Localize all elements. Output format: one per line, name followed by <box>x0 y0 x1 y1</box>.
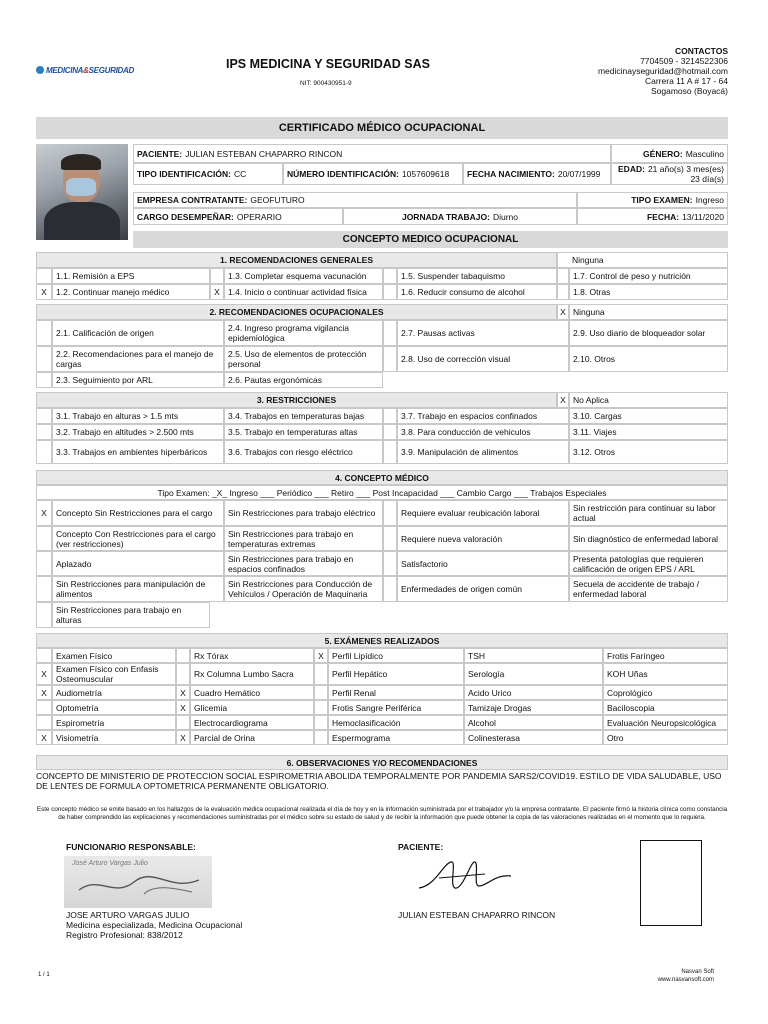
exam-check: X <box>176 685 190 700</box>
sec3-none: No Aplica <box>569 392 728 408</box>
sec4-item-3-2: Sin Restricciones para trabajo en espacios confinados <box>224 551 383 576</box>
sec1-item-1-2: 1.2. Continuar manejo médico <box>52 284 210 300</box>
doctor-signature-scribble <box>74 870 204 900</box>
sec6-title: 6. OBSERVACIONES Y/O RECOMENDACIONES <box>36 755 728 770</box>
sec1-item-1-6: 1.6. Reducir consumo de alcohol <box>397 284 557 300</box>
exam-check: X <box>36 730 52 745</box>
exam-check: X <box>36 663 52 685</box>
disclaimer-text: Este concepto médico se emite basado en los hallazgos de la evaluación médica ocupacional realizada el día de hoy y en la información suministrada por el trabajador y/o la empresa contratante. El paciente firmó la historia clínica como constancia de haber comprendido las explicaciones y recomendaciones suministradas por el médico sobre su estado de salud y de recibir la información que puede obtener la copia de las valoraciones realizadas en el momento que lo requiera. <box>36 806 728 821</box>
sec3-item-3-1: 3.1. Trabajo en alturas > 1.5 mts <box>52 408 224 424</box>
sec4-item-3-1: Aplazado <box>52 551 224 576</box>
sec4-item-1-1: Concepto Sin Restricciones para el cargo <box>52 500 224 526</box>
exam-item: Rx Tórax <box>190 648 314 663</box>
sec3-item-3-2: 3.2. Trabajo en altitudes > 2.500 mts <box>52 424 224 440</box>
sec1-title: 1. RECOMENDACIONES GENERALES <box>36 252 557 268</box>
exam-check <box>36 648 52 663</box>
sec2-item-2-1: 2.1. Calificación de origen <box>52 320 224 346</box>
sec2-item-2-10: 2.10. Otros <box>569 346 728 372</box>
sec1-item-1-8: 1.8. Otras <box>569 284 728 300</box>
sec3-item-3-10: 3.10. Cargas <box>569 408 728 424</box>
exam-item: Rx Columna Lumbo Sacra <box>190 663 314 685</box>
contacts-address: Carrera 11 A # 17 - 64 <box>644 76 728 86</box>
sec2-title: 2. RECOMENDACIONES OCUPACIONALES <box>36 304 557 320</box>
sec3-item-3-7: 3.7. Trabajo en espacios confinados <box>397 408 569 424</box>
exam-item: Optometría <box>52 700 176 715</box>
sec3-none-check: X <box>557 392 569 408</box>
sec4-check-4-3 <box>383 576 397 602</box>
sec2-check-2-3 <box>36 372 52 388</box>
sec3-item-3-12: 3.12. Otros <box>569 440 728 464</box>
fingerprint-box <box>640 840 702 926</box>
exam-item: Hemoclasificación <box>328 715 464 730</box>
exam-check <box>36 715 52 730</box>
exam-item: KOH Uñas <box>603 663 728 685</box>
sec4-exam-type-line: Tipo Examen: _X_ Ingreso ___ Periódico ___ Retiro ___ Post Incapacidad ___ Cambio Cargo ___ Trabajos Especiales <box>36 485 728 500</box>
exam-item: Perfil Hepático <box>328 663 464 685</box>
exam-item: Frotis Faríngeo <box>603 648 728 663</box>
sec3-item-3-6: 3.6. Trabajos con riesgo eléctrico <box>224 440 383 464</box>
sec2-item-2-8: 2.8. Uso de corrección visual <box>397 346 569 372</box>
sec4-check-5 <box>36 602 52 628</box>
sec1-item-1-5: 1.5. Suspender tabaquismo <box>397 268 557 284</box>
sec4-check-1-3 <box>383 500 397 526</box>
sec4-item-4-4: Secuela de accidente de trabajo / enfermedad laboral <box>569 576 728 602</box>
exam-item: Parcial de Orina <box>190 730 314 745</box>
exam-item: Alcohol <box>464 715 603 730</box>
sec4-item-4-3: Enfermedades de origen común <box>397 576 569 602</box>
exam-item: Colinesterasa <box>464 730 603 745</box>
document-header <box>36 40 728 102</box>
sec4-check-3-3 <box>383 551 397 576</box>
doctor-name: JOSE ARTURO VARGAS JULIO <box>66 910 190 920</box>
sec3-item-3-11: 3.11. Viajes <box>569 424 728 440</box>
sec4-title: 4. CONCEPTO MÉDICO <box>36 470 728 485</box>
sec4-item-5-1: Sin Restricciones para trabajo en alturas <box>52 602 210 628</box>
exam-item: Frotis Sangre Periférica <box>328 700 464 715</box>
exam-check <box>176 663 190 685</box>
page-number: 1 / 1 <box>38 972 50 978</box>
sec2-none: Ninguna <box>569 304 728 320</box>
sec4-check-4 <box>36 576 52 602</box>
sec4-item-4-2: Sin Restricciones para Conducción de Vehículos / Operación de Maquinaria <box>224 576 383 602</box>
doctor-info <box>66 910 242 940</box>
exam-check: X <box>314 648 328 663</box>
exam-check <box>36 700 52 715</box>
sec3-item-3-3: 3.3. Trabajos en ambientes hiperbáricos <box>52 440 224 464</box>
exam-item: Perfil Lipídico <box>328 648 464 663</box>
doctor-signature-stamp: José Arturo Vargas Julio <box>64 856 212 908</box>
contacts-phones: 7704509 - 3214522306 <box>640 56 728 66</box>
sec3-check-3-1 <box>36 408 52 424</box>
sec1-check-1-8 <box>557 284 569 300</box>
sec3-item-3-4: 3.4. Trabajos en temperaturas bajas <box>224 408 383 424</box>
id-number-field: NÚMERO IDENTIFICACIÓN: 1057609618 <box>283 163 463 185</box>
exam-item: Acido Urico <box>464 685 603 700</box>
sec2-item-2-2: 2.2. Recomendaciones para el manejo de cargas <box>52 346 224 372</box>
exam-item: Visiometría <box>52 730 176 745</box>
doctor-specialty: Medicina especializada, Medicina Ocupacional <box>66 920 243 930</box>
patient-name-field: PACIENTE: JULIAN ESTEBAN CHAPARRO RINCON <box>133 144 611 163</box>
exam-check: X <box>36 685 52 700</box>
exam-item: Perfil Renal <box>328 685 464 700</box>
sec3-check-3-3 <box>36 440 52 464</box>
exam-item: Cuadro Hemático <box>190 685 314 700</box>
exam-item: Serología <box>464 663 603 685</box>
exam-item: TSH <box>464 648 603 663</box>
sec3-check-3-9 <box>383 440 397 464</box>
exam-item: Baciloscopia <box>603 700 728 715</box>
sec2-check-2-2 <box>36 346 52 372</box>
sec1-check-1-4: X <box>210 284 224 300</box>
exam-item: Examen Físico con Enfasis Osteomuscular <box>52 663 176 685</box>
sec2-item-2-9: 2.9. Uso diario de bloqueador solar <box>569 320 728 346</box>
exam-item: Examen Físico <box>52 648 176 663</box>
sec4-check-1: X <box>36 500 52 526</box>
sec1-check-1-5 <box>383 268 397 284</box>
contacts-city: Sogamoso (Boyacá) <box>650 86 728 96</box>
exam-item: Tamizaje Drogas <box>464 700 603 715</box>
sec4-item-2-3: Requiere nueva valoración <box>397 526 569 551</box>
date-field: FECHA: 13/11/2020 <box>577 208 728 225</box>
sec4-item-1-2: Sin Restricciones para trabajo eléctrico <box>224 500 383 526</box>
sec1-item-1-4: 1.4. Inicio o continuar actividad física <box>224 284 383 300</box>
sec2-check-2-1 <box>36 320 52 346</box>
exam-check <box>314 685 328 700</box>
exam-item: Audiometría <box>52 685 176 700</box>
sec3-check-3-2 <box>36 424 52 440</box>
concept-header: CONCEPTO MEDICO OCUPACIONAL <box>133 231 728 248</box>
sec4-item-2-2: Sin Restricciones para trabajo en temperaturas extremas <box>224 526 383 551</box>
exam-item: Electrocardiograma <box>190 715 314 730</box>
sec1-check-1-3 <box>210 268 224 284</box>
exam-check <box>314 730 328 745</box>
sec3-item-3-9: 3.9. Manipulación de alimentos <box>397 440 569 464</box>
exam-item: Espermograma <box>328 730 464 745</box>
sec3-item-3-8: 3.8. Para conducción de vehiculos <box>397 424 569 440</box>
sec4-item-4-1: Sin Restricciones para manipulación de alimentos <box>52 576 224 602</box>
exam-item: Evaluación Neuropsicológica <box>603 715 728 730</box>
exam-item: Espirometría <box>52 715 176 730</box>
software-credit: Nasvan Soft www.nasvansoft.com <box>657 969 714 983</box>
exam-check: X <box>176 700 190 715</box>
sec4-item-1-3: Requiere evaluar reubicación laboral <box>397 500 569 526</box>
sec5-title: 5. EXÁMENES REALIZADOS <box>36 633 728 648</box>
doctor-registration: Registro Profesional: 838/2012 <box>66 930 183 940</box>
exam-check <box>314 663 328 685</box>
sec3-item-3-5: 3.5. Trabajo en temperaturas altas <box>224 424 383 440</box>
job-field: CARGO DESEMPEÑAR: OPERARIO <box>133 208 343 225</box>
exam-check: X <box>176 730 190 745</box>
observations-text: CONCEPTO DE MINISTERIO DE PROTECCION SOCIAL ESPIROMETRIA ABOLIDA TEMPORALMENTE POR PANDEMIA SARS2/COVID19. ESTILO DE VIDA SALUDABLE, USO DE LENTES DE FORMULA OPTOMETRICA PERMANENTE OBLIGATORIO. <box>36 771 722 791</box>
contacts-block <box>598 46 728 96</box>
company-nit: NIT: 900430951-9 <box>300 80 352 87</box>
sec1-item-1-1: 1.1. Remisión a EPS <box>52 268 210 284</box>
sec1-item-1-7: 1.7. Control de peso y nutrición <box>569 268 728 284</box>
sec2-item-2-4: 2.4. Ingreso programa vigilancia epidemiológica <box>224 320 383 346</box>
sec1-item-1-3: 1.3. Completar esquema vacunación <box>224 268 383 284</box>
exam-item: Otro <box>603 730 728 745</box>
sec4-check-2 <box>36 526 52 551</box>
exam-item: Glicemia <box>190 700 314 715</box>
patient-photo <box>36 144 128 240</box>
exam-check <box>176 648 190 663</box>
exam-check <box>176 715 190 730</box>
sec4-item-2-4: Sin diagnóstico de enfermedad laboral <box>569 526 728 551</box>
age-field: EDAD: 21 año(s) 3 mes(es) 23 día(s) <box>611 163 728 185</box>
sec4-check-3 <box>36 551 52 576</box>
company-field: EMPRESA CONTRATANTE: GEOFUTURO <box>133 192 577 208</box>
sec4-item-3-4: Presenta patologías que requieren calificación de origen EPS / ARL <box>569 551 728 576</box>
sec4-item-2-1: Concepto Con Restricciones para el cargo (ver restricciones) <box>52 526 224 551</box>
company-logo: MEDICINA&SEGURIDAD <box>36 66 134 75</box>
company-name: IPS MEDICINA Y SEGURIDAD SAS <box>226 57 430 71</box>
sec4-check-2-3 <box>383 526 397 551</box>
exam-check <box>314 700 328 715</box>
sec2-item-2-6: 2.6. Pautas ergonómicas <box>224 372 383 388</box>
sec4-item-3-3: Satisfactorio <box>397 551 569 576</box>
sec2-item-2-5: 2.5. Uso de elementos de protección personal <box>224 346 383 372</box>
schedule-field: JORNADA TRABAJO: Diurno <box>343 208 577 225</box>
exam-item: Coprológico <box>603 685 728 700</box>
sec2-check-2-8 <box>383 346 397 372</box>
id-type-field: TIPO IDENTIFICACIÓN: CC <box>133 163 283 185</box>
sec2-check-2-7 <box>383 320 397 346</box>
patient-signature-name: JULIAN ESTEBAN CHAPARRO RINCON <box>398 910 556 920</box>
sec1-check-1-7 <box>557 268 569 284</box>
sec3-check-3-7 <box>383 408 397 424</box>
birthdate-field: FECHA NACIMIENTO: 20/07/1999 <box>463 163 611 185</box>
certificate-title: CERTIFICADO MÉDICO OCUPACIONAL <box>36 117 728 139</box>
contacts-title: CONTACTOS <box>674 46 728 56</box>
exam-type-field: TIPO EXAMEN: Ingreso <box>577 192 728 208</box>
contacts-email: medicinayseguridad@hotmail.com <box>597 66 728 76</box>
sec1-none: Ninguna <box>557 252 728 268</box>
sec1-check-1-6 <box>383 284 397 300</box>
sec2-item-2-3: 2.3. Seguimiento por ARL <box>52 372 224 388</box>
patient-signature-label: PACIENTE: <box>398 842 444 852</box>
patient-signature <box>415 856 515 898</box>
sec3-check-3-8 <box>383 424 397 440</box>
sec1-check-1-2: X <box>36 284 52 300</box>
responsible-label: FUNCIONARIO RESPONSABLE: <box>66 842 196 852</box>
exam-check <box>314 715 328 730</box>
sec2-none-check: X <box>557 304 569 320</box>
sec1-check-1-1 <box>36 268 52 284</box>
sec4-item-1-4: Sin restricción para continuar su labor actual <box>569 500 728 526</box>
sec3-title: 3. RESTRICCIONES <box>36 392 557 408</box>
sec2-item-2-7: 2.7. Pausas activas <box>397 320 569 346</box>
gender-field: GÉNERO: Masculino <box>611 144 728 163</box>
